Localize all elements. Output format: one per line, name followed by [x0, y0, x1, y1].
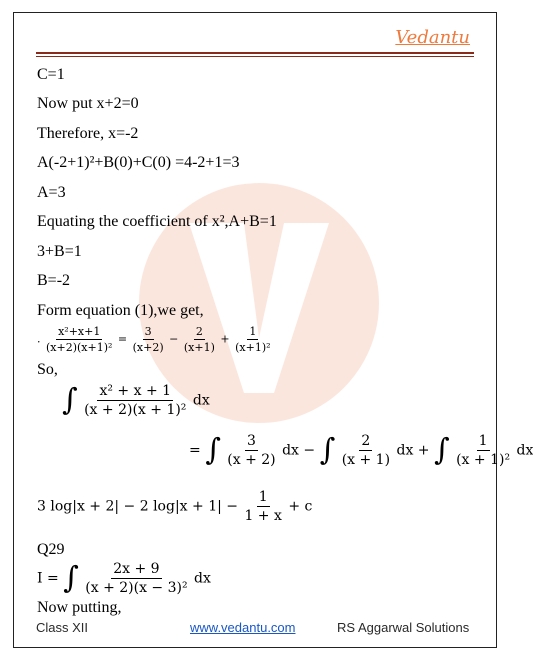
footer-class: Class XII [36, 620, 89, 635]
footer-title: RS Aggarwal Solutions [337, 620, 470, 635]
text-line: A=3 [37, 184, 66, 201]
text-line: 3+B=1 [37, 243, 82, 260]
header-rule-thin [36, 56, 474, 57]
text-line: Equating the coefficient of x²,A+B=1 [37, 213, 277, 230]
question-number: Q29 [37, 541, 65, 558]
math-integral-split: = ∫ $\frac{3}{(x + 2)}$ dx − ∫ $\frac{2}{(x + 1)}$ dx + ∫ $\frac{1}{\text{(x + 1)²}}$ dx [189, 432, 533, 468]
math-equation-partial-fractions: . $\frac{\text{x²+x+1}}{\text{(x+2)(x+1)²}}$ = $\frac{3}{(x+2)}$ − $\frac{2}{(x+1)}$ + $\frac{1}{\text{(x+1)²}}$ [37, 325, 271, 354]
math-result: 3 log|x + 2| − 2 log|x + 1| − $\frac{1}{1 + x}$ + c [37, 489, 313, 524]
text-line: Form equation (1),we get, [37, 302, 204, 319]
text-line: Now put x+2=0 [37, 95, 139, 112]
document-page [13, 12, 533, 648]
header-rule [36, 52, 474, 54]
math-integral: ∫ $\frac{\text{x² + x + 1}}{\text{(x + 2)(x + 1)²}}$ dx [62, 382, 210, 418]
text-line: C=1 [37, 66, 65, 83]
text-line: Therefore, x=-2 [37, 125, 139, 142]
text-line: So, [37, 361, 58, 378]
text-line: B=-2 [37, 272, 71, 289]
footer-website-link[interactable]: www.vedantu.com [190, 620, 296, 635]
vedantu-logo: Vedantu [395, 27, 470, 48]
math-q29-integral: I = ∫ $\frac{2x + 9}{\text{(x + 2)(x − 3)²}}$ dx [37, 560, 211, 596]
text-line: A(-2+1)²+B(0)+C(0) =4-2+1=3 [37, 154, 240, 171]
text-line: Now putting, [37, 599, 122, 616]
